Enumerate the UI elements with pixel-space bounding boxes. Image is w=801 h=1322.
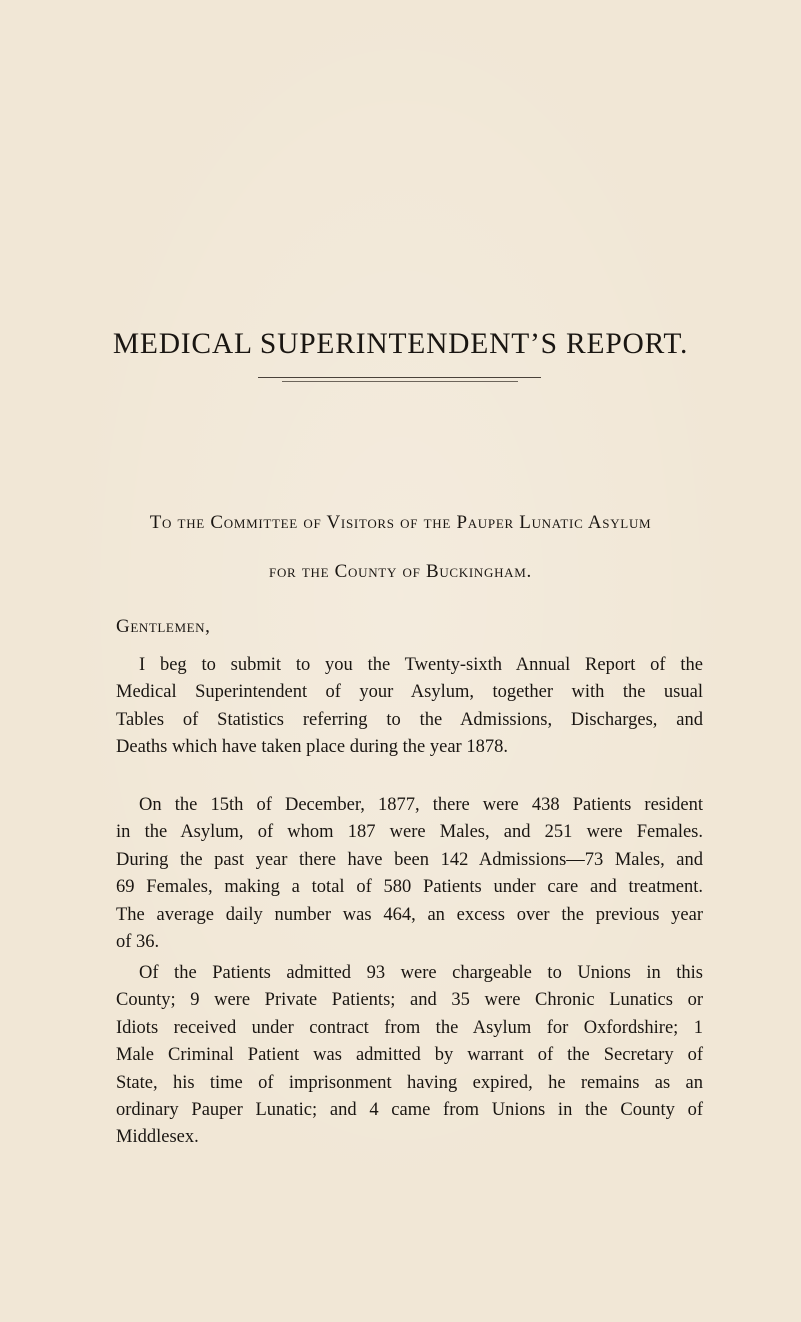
paragraph-line: County; 9 were Private Patients; and 35 were Chronic Lunatics or [116, 990, 703, 1011]
paragraph-line: Idiots received under contract from the Asylum for Oxfordshire; 1 [116, 1017, 703, 1038]
paragraph-line: Tables of Statistics referring to the Admissions, Discharges, and [116, 709, 703, 730]
paragraph-3 [116, 960, 703, 1152]
paragraph-line: Middlesex. [116, 1127, 199, 1148]
paragraph-line: I beg to submit to you the Twenty-sixth Annual Report of the [139, 655, 703, 675]
title-rule-divider-secondary [282, 381, 518, 382]
paragraph-line: During the past year there have been 142 Admissions—73 Males, and [116, 849, 703, 870]
paragraph-1 [116, 652, 703, 762]
address-line-1: To the Committee of Visitors of the Pauper Lunatic Asylum [149, 512, 652, 533]
paragraph-line: ordinary Pauper Lunatic; and 4 came from Unions in the County of [116, 1100, 703, 1121]
paragraph-line: Deaths which have taken place during the year 1878. [116, 737, 508, 758]
page-title: MEDICAL SUPERINTENDENT’S REPORT. [112, 328, 689, 360]
title-rule-divider [258, 377, 541, 378]
salutation: Gentlemen, [116, 616, 211, 637]
address-line-2: for the County of Buckingham. [269, 561, 532, 582]
paragraph-line: Male Criminal Patient was admitted by warrant of the Secretary of [116, 1045, 703, 1066]
paragraph-line: State, his time of imprisonment having expired, he remains as an [116, 1072, 703, 1093]
paragraph-line: in the Asylum, of whom 187 were Males, and 251 were Females. [116, 822, 703, 843]
paragraph-line: Of the Patients admitted 93 were chargeable to Unions in this [139, 963, 703, 983]
paragraph-line: of 36. [116, 932, 160, 953]
paragraph-line: Medical Superintendent of your Asylum, together with the usual [116, 682, 703, 703]
paragraph-2 [116, 792, 703, 956]
paragraph-line: On the 15th of December, 1877, there were 438 Patients resident [139, 795, 703, 815]
paragraph-line: 69 Females, making a total of 580 Patients under care and treatment. [116, 877, 703, 898]
paragraph-line: The average daily number was 464, an excess over the previous year [116, 904, 703, 925]
